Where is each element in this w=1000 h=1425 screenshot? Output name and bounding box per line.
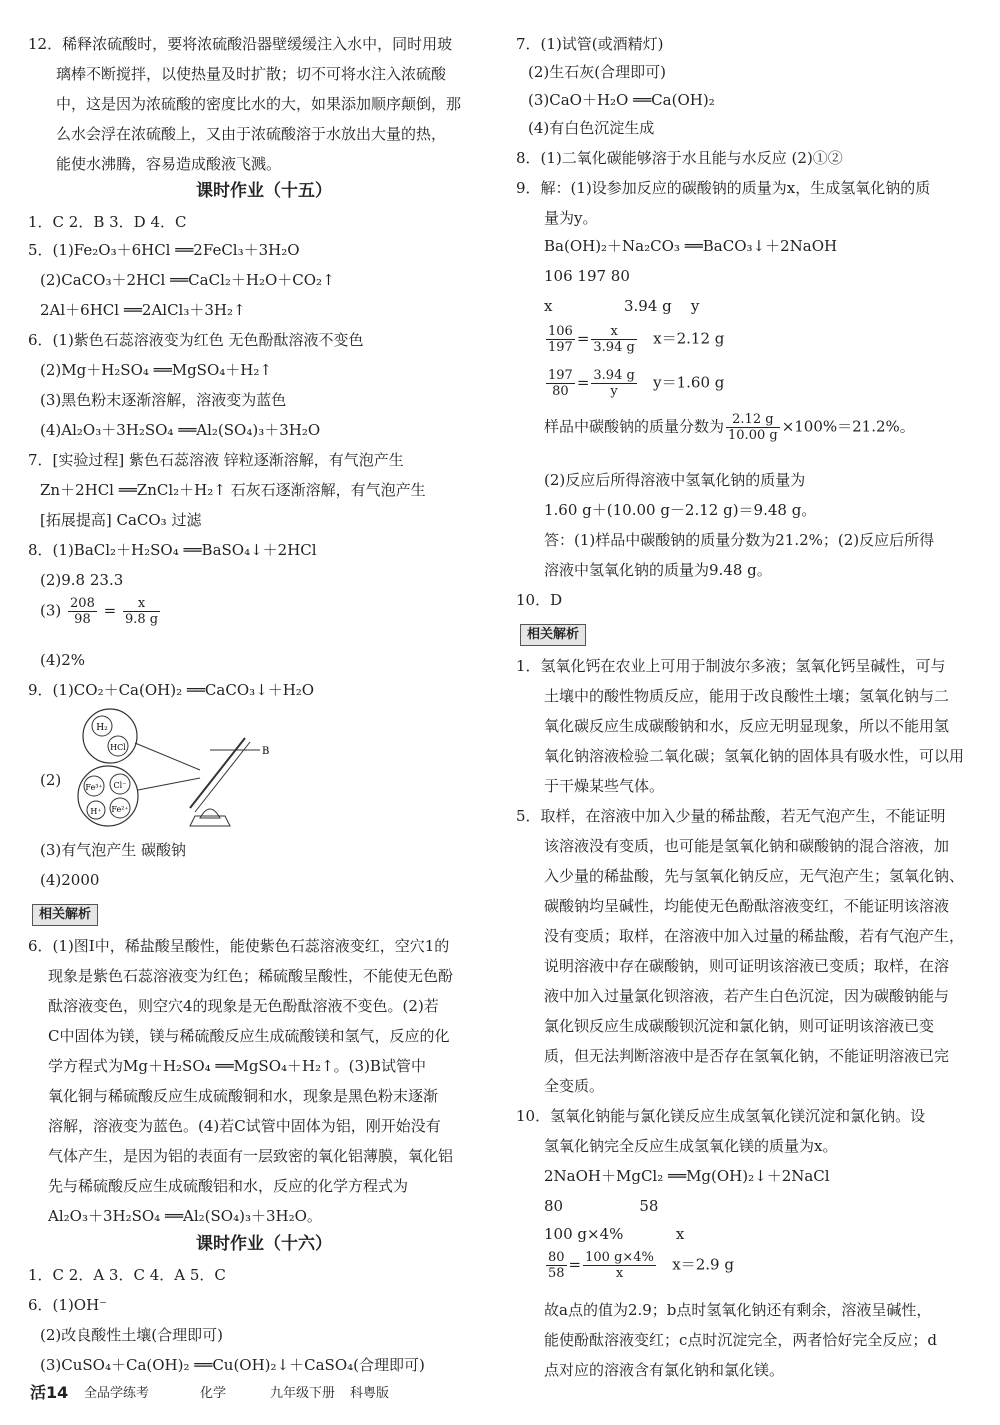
r-q9-fraction-2: $\frac{197}{80}$ = $\frac{3.94 g}{y}$ y＝1.60 g	[548, 368, 725, 399]
q9-line-3: (3)有气泡产生 碳酸钠	[40, 841, 187, 859]
analysis-tag: 相关解析	[32, 904, 98, 926]
top-group-circle	[83, 709, 137, 763]
pointer-line-1	[135, 743, 200, 770]
r-a5-line-2: 该溶液没有变质，也可能是氢氧化钠和碳酸钠的混合溶液，加	[544, 837, 950, 855]
q5-line-2: (2)CaCO₃＋2HCl ══CaCl₂＋H₂O＋CO₂↑	[40, 271, 335, 289]
fe2-label: Fe²⁺	[111, 805, 129, 814]
q8-line-2: (2)9.8 23.3	[40, 571, 124, 589]
r-a1-line-2: 土壤中的酸性物质反应，能用于改良酸性土壤；氢氧化钠与二	[544, 687, 950, 705]
q12-line-5: 能使水沸腾，容易造成酸液飞溅。	[56, 155, 282, 173]
r-f1-den: 197	[548, 340, 573, 355]
r-a5-line-4: 碳酸钠均呈碱性，均能使无色酚酞溶液变红，不能证明该溶液	[544, 897, 950, 915]
page-number: 活14	[30, 1383, 69, 1402]
r-a10-result: x＝2.9 g	[672, 1255, 734, 1274]
q16-6-line-1: 6．(1)OH⁻	[28, 1296, 108, 1314]
q16-1-5: 1．C 2．A 3．C 4．A 5．C	[28, 1266, 226, 1284]
r-q9-fraction-3	[544, 412, 915, 443]
q8-frac-num: 208	[70, 596, 95, 611]
r-a10-line-3: 2NaOH＋MgCl₂ ══Mg(OH)₂↓＋2NaCl	[544, 1167, 830, 1185]
r-q9-line-1: 9．解：(1)设参加反应的碳酸钠的质量为x，生成氢氧化钠的质	[516, 179, 931, 197]
a6-line-8: 气体产生，是因为铝的表面有一层致密的氧化铝薄膜，氧化铝	[48, 1147, 454, 1165]
r-a10-den2: x	[615, 1266, 624, 1281]
r-a5-line-1: 5．取样，在溶液中加入少量的稀盐酸，若无气泡产生，不能证明	[516, 807, 946, 825]
r-a10-line-5: 100 g×4% x	[544, 1225, 685, 1243]
r-a10-end-2: 能使酚酞溶液变红；c点时沉淀完全，两者恰好完全反应；d	[544, 1331, 938, 1349]
a6-line-10: Al₂O₃＋3H₂SO₄ ══Al₂(SO₄)₃＋3H₂O。	[48, 1207, 322, 1225]
r-a1-line-1: 1．氢氧化钙在农业上可用于制波尔多液；氢氧化钙呈碱性，可与	[516, 657, 946, 675]
q16-6-line-3: (3)CuSO₄＋Ca(OH)₂ ══Cu(OH)₂↓＋CaSO₄(合理即可)	[40, 1356, 425, 1374]
test-tube	[190, 738, 245, 808]
q5-line-3: 2Al＋6HCl ══2AlCl₃＋3H₂↑	[40, 301, 246, 319]
r-f3-post: ×100%＝21.2%。	[781, 417, 915, 436]
r-q10: 10．D	[516, 591, 563, 609]
q6-line-2: (2)Mg＋H₂SO₄ ══MgSO₄＋H₂↑	[40, 361, 272, 379]
q6-line-3: (3)黑色粉末逐渐溶解，溶液变为蓝色	[40, 391, 287, 409]
r-f2-result: y＝1.60 g	[653, 373, 725, 392]
q8-frac-den2: 9.8 g	[125, 612, 159, 627]
r-f2-num: 197	[548, 368, 573, 383]
r-analysis-tag: 相关解析	[520, 624, 586, 646]
r-f3-den: 10.00 g	[728, 428, 778, 443]
hcl-label: HCl	[110, 743, 126, 752]
q7-line-3: [拓展提高] CaCO₃ 过滤	[40, 511, 202, 529]
q12-line-2: 璃棒不断搅拌，以使热量及时扩散；切不可将水注入浓硫酸	[56, 65, 447, 83]
r-q7-line-3: (3)CaO＋H₂O ══Ca(OH)₂	[528, 91, 715, 109]
r-q9-line-2: 量为y。	[544, 209, 598, 227]
subject: 化学	[200, 1386, 227, 1401]
r-a5-line-10: 全变质。	[544, 1077, 605, 1095]
r-q9-line-3: Ba(OH)₂＋Na₂CO₃ ══BaCO₃↓＋2NaOH	[544, 237, 838, 255]
r-q9-rest-3: 答：(1)样品中碳酸钠的质量分数为21.2%；(2)反应后所得	[544, 531, 935, 549]
a6-line-9: 先与稀硫酸反应生成硫酸铝和水，反应的化学方程式为	[48, 1177, 409, 1195]
label-b: B	[262, 746, 270, 757]
bottom-group-circle	[78, 766, 138, 826]
q6-line-4: (4)Al₂O₃＋3H₂SO₄ ══Al₂(SO₄)₃＋3H₂O	[40, 421, 321, 439]
r-f2-num2: 3.94 g	[593, 368, 635, 383]
r-a10-num2: 100 g×4%	[585, 1250, 654, 1265]
r-q7-line-1: 7．(1)试管(或酒精灯)	[516, 35, 664, 53]
r-q9-line-4: 106 197 80	[544, 267, 630, 285]
a6-line-5: 学方程式为Mg＋H₂SO₄ ══MgSO₄＋H₂↑。(3)B试管中	[48, 1057, 426, 1075]
q8-fraction-2	[123, 596, 160, 627]
q8-line-1: 8．(1)BaCl₂＋H₂SO₄ ══BaSO₄↓＋2HCl	[28, 541, 317, 559]
q8-frac-num2: x	[123, 596, 160, 612]
r-q7-line-2: (2)生石灰(合理即可)	[528, 63, 666, 81]
fe3-label: Fe³⁺	[85, 783, 103, 792]
r-a10-den: 58	[548, 1266, 565, 1281]
r-f1-result: x＝2.12 g	[653, 329, 725, 348]
q8-eq: =	[103, 601, 117, 620]
q12-line-1: 12．稀释浓硫酸时，要将浓硫酸沿器壁缓缓注入水中，同时用玻	[28, 35, 453, 53]
r-f1-num2: x	[591, 324, 636, 340]
q9-line-1: 9．(1)CO₂＋Ca(OH)₂ ══CaCO₃↓＋H₂O	[28, 681, 315, 699]
r-a10-line-4: 80 58	[544, 1197, 659, 1215]
q6-line-1: 6．(1)紫色石蕊溶液变为红色 无色酚酞溶液不变色	[28, 331, 364, 349]
r-a5-line-7: 液中加入过量氯化钡溶液，若产生白色沉淀，因为碳酸钠能与	[544, 987, 950, 1005]
edition: 科粤版	[350, 1386, 390, 1401]
r-f3-pre: 样品中碳酸钠的质量分数为	[544, 417, 725, 436]
r-f3-num: 2.12 g	[726, 412, 780, 428]
q8-frac-den: 98	[74, 612, 91, 627]
grade: 九年级下册	[270, 1386, 336, 1401]
a6-line-6: 氧化铜与稀硫酸反应生成硫酸铜和水，现象是黑色粉末逐渐	[48, 1087, 439, 1105]
r-a10-end-3: 点对应的溶液含有氯化钠和氯化镁。	[544, 1361, 785, 1379]
r-q8: 8．(1)二氧化碳能够溶于水且能与水反应 (2)①②	[516, 149, 843, 167]
r-a1-line-5: 于干燥某些气体。	[544, 777, 665, 795]
r-a5-line-5: 没有变质；取样，在溶液中加入过量的稀盐酸，若有气泡产生，	[544, 927, 965, 945]
r-q9-line-5: x 3.94 g y	[544, 297, 700, 315]
page-footer	[30, 1378, 550, 1404]
r-q9-rest-2: 1.60 g＋(10.00 g－2.12 g)＝9.48 g。	[544, 501, 817, 519]
test-tube-edge	[195, 742, 250, 812]
pointer-line-2	[138, 778, 200, 790]
r-q7-line-4: (4)有白色沉淀生成	[528, 119, 655, 137]
r-a5-line-8: 氯化钡反应生成碳酸钡沉淀和氯化钠，则可证明该溶液已变	[544, 1017, 935, 1035]
q9-line-4: (4)2000	[40, 871, 100, 889]
q16-6-line-2: (2)改良酸性土壤(合理即可)	[40, 1326, 223, 1344]
r-f2-den: 80	[552, 384, 569, 399]
q5-line-1: 5．(1)Fe₂O₃＋6HCl ══2FeCl₃＋3H₂O	[28, 241, 300, 259]
r-a5-line-6: 说明溶液中存在碳酸钠，则可证明该溶液已变质；取样，在溶	[544, 957, 950, 975]
heading-lesson-15: 课时作业（十五）	[196, 181, 332, 201]
h-label: H⁺	[90, 807, 102, 816]
r-a10-line-1: 10．氢氧化钠能与氯化镁反应生成氢氧化镁沉淀和氯化钠。设	[516, 1107, 926, 1125]
heading-lesson-16: 课时作业（十六）	[196, 1234, 332, 1254]
a6-line-4: C中固体为镁，镁与稀硫酸反应生成硫酸镁和氢气，反应的化	[48, 1027, 450, 1045]
book-title: 全品学练考	[84, 1386, 150, 1401]
r-a1-line-3: 氧化碳反应生成碳酸钠和水，反应无明显现象，所以不能用氢	[544, 717, 950, 735]
r-a10-fraction: $\frac{80}{58}$ = $\frac{100 g\times 4\%}{x}$ x＝2.9 g	[548, 1250, 734, 1281]
r-a5-line-9: 质，但无法判断溶液中是否存在氢氧化钠，不能证明溶液已完	[544, 1047, 950, 1065]
q12-line-3: 中，这是因为浓硫酸的密度比水的大，如果添加顺序颠倒，那	[56, 95, 462, 113]
cl-label: Cl⁻	[113, 781, 127, 790]
q8-line-4: (4)2%	[40, 651, 86, 669]
r-q9-fraction-1: $\frac{106}{197}$ = $\frac{x}{3.94 g}$ x＝2.12 g	[548, 324, 725, 355]
r-a10-num: 80	[548, 1250, 565, 1265]
q8-fraction-line	[40, 596, 162, 627]
q7-line-2: Zn＋2HCl ══ZnCl₂＋H₂↑ 石灰石逐渐溶解，有气泡产生	[40, 481, 426, 499]
q7-line-1: 7．[实验过程] 紫色石蕊溶液 锌粒逐渐溶解，有气泡产生	[28, 451, 404, 469]
a6-line-1: 6．(1)图Ⅰ中，稀盐酸呈酸性，能使紫色石蕊溶液变红，空穴1的	[28, 937, 450, 955]
r-a10-line-2: 氢氧化钠完全反应生成氢氧化镁的质量为x。	[544, 1137, 838, 1155]
a6-line-7: 溶解，溶液变为蓝色。(4)若C试管中固体为铝，刚开始没有	[48, 1117, 441, 1135]
q8-fraction-1	[68, 596, 97, 627]
q1-4-answers: 1．C 2．B 3．D 4．C	[28, 213, 187, 231]
reaction-diagram	[50, 708, 270, 828]
lamp-flame	[200, 809, 220, 818]
r-a1-line-4: 氧化钠溶液检验二氧化碳；氢氧化钠的固体具有吸水性，可以用	[544, 747, 965, 765]
r-q9-rest-1: (2)反应后所得溶液中氢氧化钠的质量为	[544, 471, 806, 489]
a6-line-2: 现象是紫色石蕊溶液变为红色；稀硫酸呈酸性，不能使无色酚	[48, 967, 454, 985]
r-f2-den2: y	[610, 384, 618, 399]
q12-line-4: 么水会浮在浓硫酸上，又由于浓硫酸溶于水放出大量的热，	[56, 125, 447, 143]
r-a5-line-3: 入少量的稀盐酸，先与氢氧化钠反应，无气泡产生；氢氧化钠、	[544, 867, 965, 885]
r-f1-num: 106	[548, 324, 573, 339]
r-q9-rest-4: 溶液中氢氧化钠的质量为9.48 g。	[544, 561, 772, 579]
q8-3-prefix: (3)	[40, 601, 62, 620]
h2-label: H₂	[96, 723, 108, 733]
r-f1-den2: 3.94 g	[593, 340, 635, 355]
a6-line-3: 酞溶液变色，则空穴4的现象是无色酚酞溶液不变色。(2)若	[48, 997, 439, 1015]
r-a10-end-1: 故a点的值为2.9；b点时氢氧化钠还有剩余，溶液呈碱性，	[544, 1301, 932, 1319]
q9-line-2: (2)	[40, 771, 62, 789]
